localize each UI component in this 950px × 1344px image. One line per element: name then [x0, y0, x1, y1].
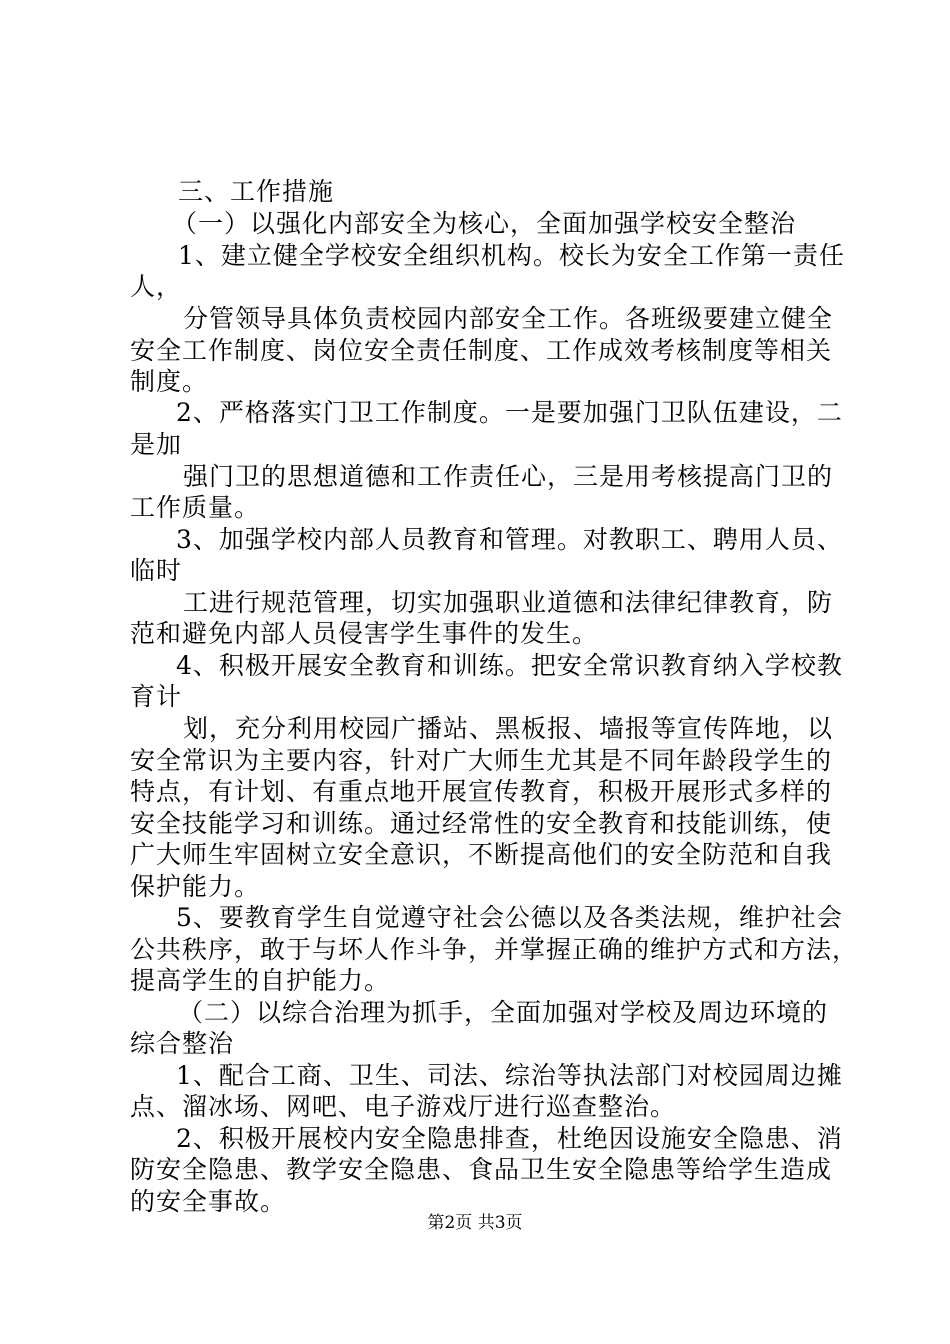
paragraph-line: 特点，有计划、有重点地开展宣传教育，积极开展形式多样的	[130, 777, 833, 806]
paragraph-line: 范和避免内部人员侵害学生事件的发生。	[130, 619, 599, 648]
section-heading: 三、工作措施	[178, 177, 335, 206]
paragraph-line: 4、积极开展安全教育和训练。把安全常识教育纳入学校教	[176, 651, 843, 680]
paragraph-line: 3、加强学校内部人员教育和管理。对教职工、聘用人员、	[176, 525, 843, 554]
paragraph-line: 人，	[130, 272, 183, 301]
paragraph-line: 2、积极开展校内安全隐患排查，杜绝因设施安全隐患、消	[176, 1124, 843, 1153]
paragraph-line: 1、建立健全学校安全组织机构。校长为安全工作第一责任	[178, 241, 845, 270]
paragraph-line: 2、严格落实门卫工作制度。一是要加强门卫队伍建设，二	[176, 398, 843, 427]
paragraph-line: 提高学生的自护能力。	[130, 966, 391, 995]
paragraph-line: 1、配合工商、卫生、司法、综治等执法部门对校园周边摊	[176, 1061, 843, 1090]
paragraph-line: 公共秩序，敢于与坏人作斗争，并掌握正确的维护方式和方法，	[130, 935, 859, 964]
paragraph-line: 保护能力。	[130, 872, 261, 901]
paragraph-line: 工作质量。	[130, 493, 261, 522]
subsection-heading: （二）以综合治理为抓手，全面加强对学校及周边环境的	[178, 998, 829, 1027]
paragraph-line: 工进行规范管理，切实加强职业道德和法律纪律教育，防	[183, 588, 834, 617]
paragraph-line: 的安全事故。	[130, 1187, 287, 1216]
paragraph-line: 强门卫的思想道德和工作责任心，三是用考核提高门卫的	[183, 462, 834, 491]
paragraph-line: 是加	[130, 430, 183, 459]
subsection-heading: （一）以强化内部安全为核心，全面加强学校安全整治	[172, 209, 797, 238]
paragraph-line: 安全常识为主要内容，针对广大师生尤其是不同年龄段学生的	[130, 746, 833, 775]
paragraph-line: 划，充分利用校园广播站、黑板报、墙报等宣传阵地，以	[183, 714, 834, 743]
paragraph-line: 育计	[130, 682, 183, 711]
paragraph-line: 安全技能学习和训练。通过经常性的安全教育和技能训练，使	[130, 809, 833, 838]
paragraph-line: 分管领导具体负责校园内部安全工作。各班级要建立健全	[183, 304, 834, 333]
paragraph-line: 安全工作制度、岗位安全责任制度、工作成效考核制度等相关	[130, 336, 833, 365]
paragraph-line: 点、溜冰场、网吧、电子游戏厅进行巡查整治。	[130, 1092, 677, 1121]
subsection-heading: 综合整治	[130, 1029, 235, 1058]
page-number-footer: 第2页 共3页	[427, 1213, 523, 1233]
paragraph-line: 防安全隐患、教学安全隐患、食品卫生安全隐患等给学生造成	[130, 1155, 833, 1184]
paragraph-line: 制度。	[130, 367, 209, 396]
paragraph-line: 5、要教育学生自觉遵守社会公德以及各类法规，维护社会	[176, 903, 843, 932]
paragraph-line: 临时	[130, 556, 183, 585]
paragraph-line: 广大师生牢固树立安全意识，不断提高他们的安全防范和自我	[130, 840, 833, 869]
